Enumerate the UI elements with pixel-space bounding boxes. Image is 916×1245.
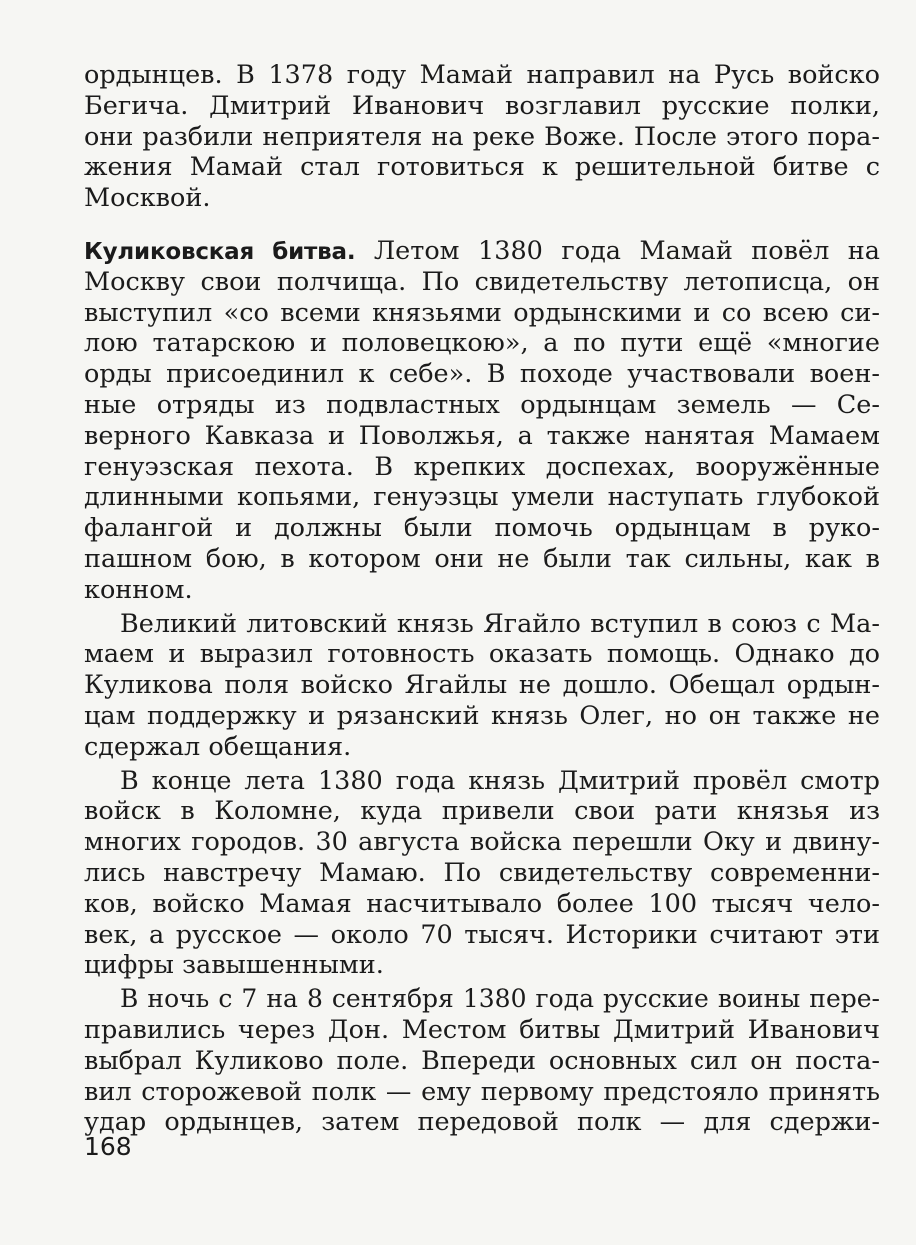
paragraph bbox=[84, 984, 880, 1138]
text-line: войск в Коломне, куда привели свои рати князья из bbox=[84, 796, 880, 827]
text-line: многих городов. 30 августа войска перешли Оку и двину- bbox=[84, 827, 880, 858]
text-line: ные отряды из подвластных ордынцам земель — Се- bbox=[84, 389, 880, 420]
text-line: Бегича. Дмитрий Иванович возглавил русские полки, bbox=[84, 90, 880, 121]
text-line: выступил «со всеми князьями ордынскими и со всею си- bbox=[84, 297, 880, 328]
text-line: длинными копьями, генуэзцы умели наступать глубокой bbox=[84, 482, 880, 513]
text-line: орды присоединил к себе». В походе участвовали воен- bbox=[84, 359, 880, 390]
paragraph bbox=[84, 766, 880, 982]
text-line: выбрал Куликово поле. Впереди основных сил он поста- bbox=[84, 1045, 880, 1076]
text-run: Летом 1380 года Мамай повёл на bbox=[355, 235, 880, 266]
text-line: ордынцев. В 1378 году Мамай направил на Русь войско bbox=[84, 60, 880, 90]
page-number: 168 bbox=[84, 1132, 132, 1161]
section-heading: Куликовская битва. bbox=[84, 238, 356, 265]
text-line: Москву свои полчища. По свидетельству летописца, он bbox=[84, 266, 880, 297]
text-line: генуэзская пехота. В крепких доспехах, вооружённые bbox=[84, 451, 880, 482]
section-kulikovo-battle bbox=[84, 236, 880, 606]
text-line: Великий литовский князь Ягайло вступил в союз с Ма- bbox=[120, 608, 880, 639]
text-line: Куликова поля войско Ягайлы не дошло. Обещал ордын- bbox=[84, 670, 880, 701]
text-line: конном. bbox=[84, 574, 193, 605]
text-line: правились через Дон. Местом битвы Дмитрий Иванович bbox=[84, 1014, 880, 1045]
text-line: сдержал обещания. bbox=[84, 731, 352, 762]
text-line: пашном бою, в котором они не были так сильны, как в bbox=[84, 543, 880, 574]
text-line: фалангой и должны были помочь ордынцам в руко- bbox=[84, 513, 880, 544]
paragraph bbox=[84, 60, 880, 214]
text-line: лою татарскою и половецкою», а по пути ещё «многие bbox=[84, 328, 880, 359]
text-line: верного Кавказа и Поволжья, а также нанятая Мамаем bbox=[84, 420, 880, 451]
text-line: Москвой. bbox=[84, 183, 211, 214]
text-line: В ночь с 7 на 8 сентября 1380 года русские воины пере- bbox=[120, 984, 880, 1014]
text-line: маем и выразил готовность оказать помощь. Однако до bbox=[84, 639, 880, 670]
text-line bbox=[84, 236, 880, 267]
text-line: вил сторожевой полк — ему первому предстояло принять bbox=[84, 1076, 880, 1107]
text-line: век, а русское — около 70 тысяч. Историки считают эти bbox=[84, 919, 880, 950]
paragraph bbox=[84, 609, 880, 763]
text-line: В конце лета 1380 года князь Дмитрий провёл смотр bbox=[120, 765, 880, 796]
text-line: ков, войско Мамая насчитывало более 100 тысяч чело- bbox=[84, 888, 880, 919]
text-line: они разбили неприятеля на реке Воже. После этого пора- bbox=[84, 121, 880, 152]
text-line: цам поддержку и рязанский князь Олег, но он также не bbox=[84, 700, 880, 731]
text-line: цифры завышенными. bbox=[84, 950, 384, 981]
text-line: лись навстречу Мамаю. По свидетельству современни- bbox=[84, 857, 880, 888]
text-line: удар ордынцев, затем передовой полк — для сдержи- bbox=[84, 1107, 880, 1138]
page-body bbox=[84, 60, 880, 1138]
text-line: жения Мамай стал готовиться к решительной битве с bbox=[84, 152, 880, 183]
